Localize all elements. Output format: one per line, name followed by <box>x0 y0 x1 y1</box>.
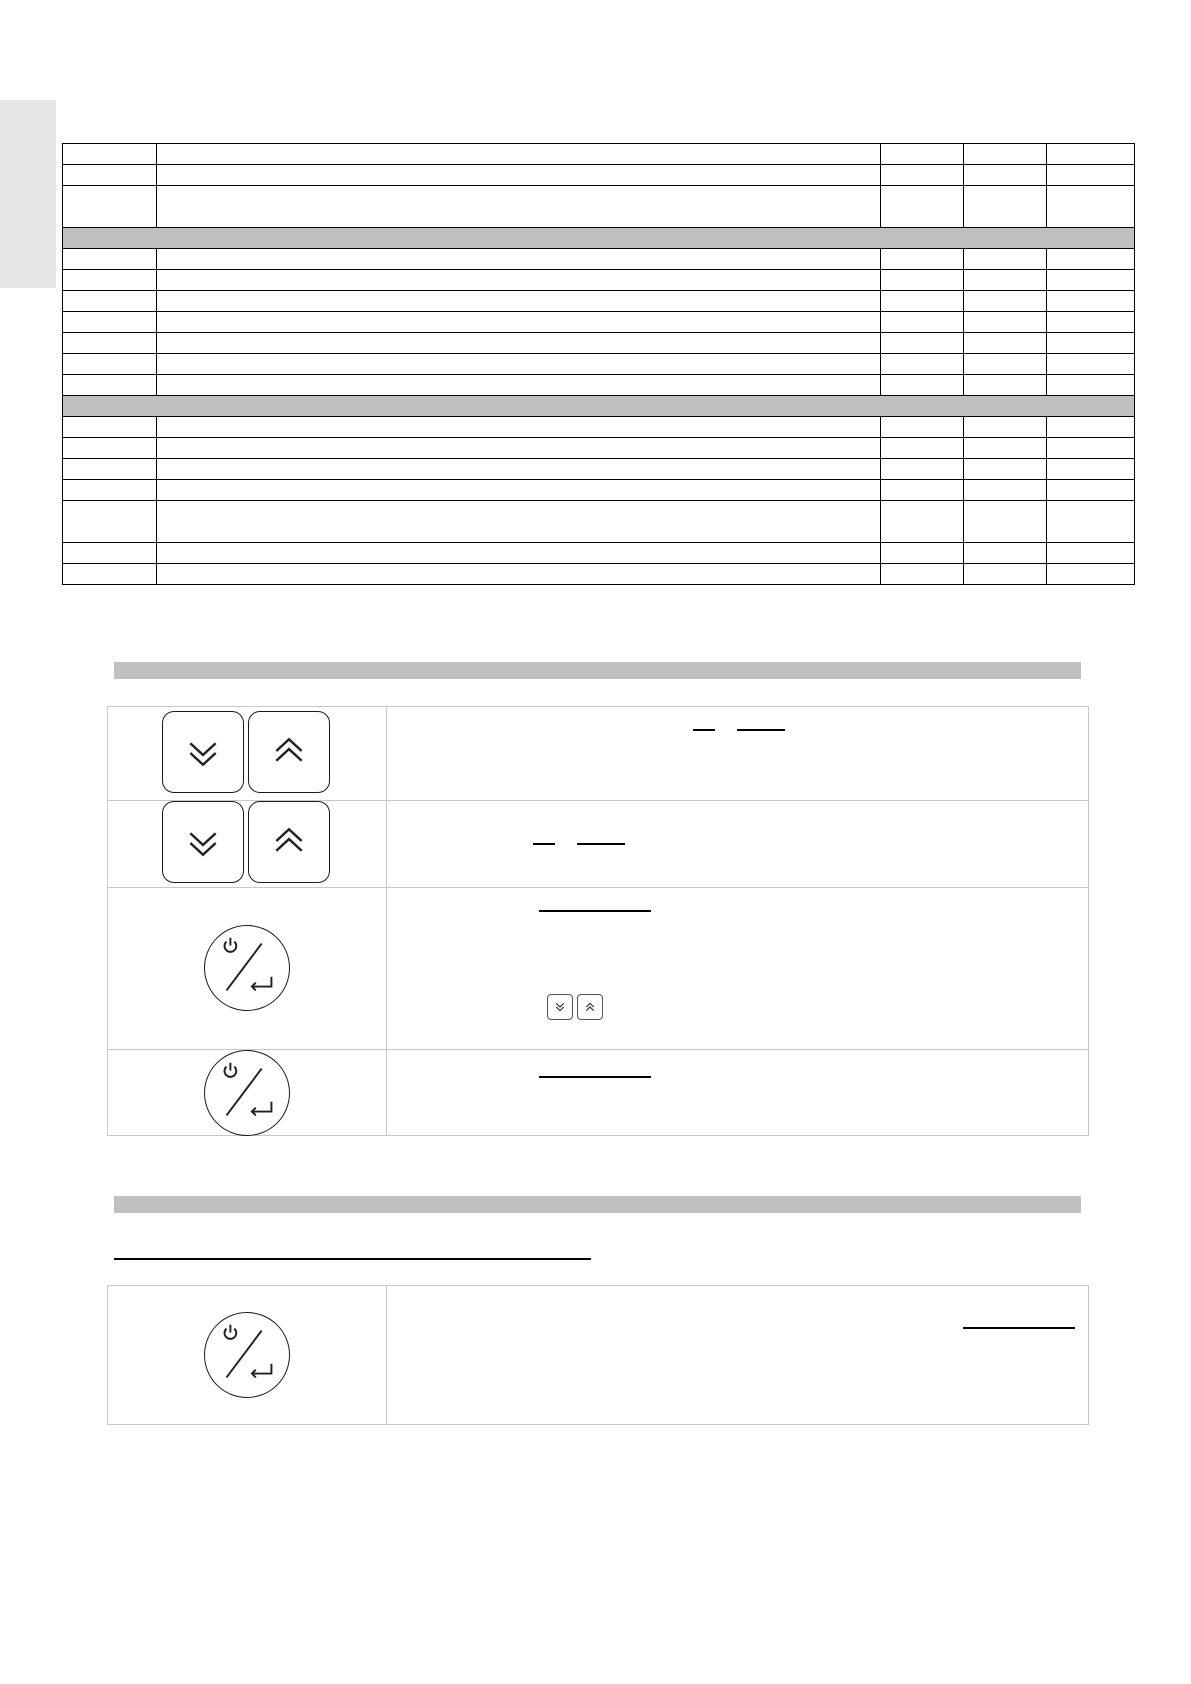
table-cell <box>1047 165 1135 186</box>
table-cell <box>63 144 157 165</box>
table-row <box>63 501 1135 543</box>
double-chevron-up-icon <box>249 802 329 882</box>
table-row <box>63 291 1135 312</box>
key-cell <box>108 707 387 800</box>
key-functions-panel <box>107 706 1089 1136</box>
section-cell <box>63 228 1135 249</box>
power-enter-icon <box>205 1051 289 1135</box>
table-cell <box>1047 291 1135 312</box>
table-cell <box>964 312 1047 333</box>
table-row <box>63 333 1135 354</box>
table-cell <box>1047 312 1135 333</box>
table-cell <box>1047 249 1135 270</box>
table-cell <box>63 291 157 312</box>
table-cell <box>964 480 1047 501</box>
table-cell <box>1047 438 1135 459</box>
table-cell <box>157 480 881 501</box>
table-cell <box>1047 501 1135 543</box>
section-cell <box>63 396 1135 417</box>
table-cell <box>63 249 157 270</box>
table-row <box>63 270 1135 291</box>
table-cell <box>1047 543 1135 564</box>
underline-mark <box>963 1327 1075 1329</box>
table-row <box>63 480 1135 501</box>
table-cell <box>157 333 881 354</box>
table-cell <box>881 417 964 438</box>
table-row <box>63 438 1135 459</box>
power-enter-icon <box>205 926 289 1010</box>
table-cell <box>63 501 157 543</box>
table-section-row <box>63 396 1135 417</box>
table-cell <box>157 375 881 396</box>
table-cell <box>63 417 157 438</box>
table-cell <box>1047 459 1135 480</box>
table-cell <box>63 564 157 585</box>
key-description <box>387 888 1088 1049</box>
table-cell <box>157 564 881 585</box>
table-section-row <box>63 228 1135 249</box>
power-enter-button <box>204 925 290 1011</box>
key-row <box>108 1286 1088 1424</box>
underline-mark <box>737 729 785 731</box>
key-description <box>387 801 1088 887</box>
key-row <box>108 800 1088 887</box>
table-cell <box>1047 417 1135 438</box>
table-cell <box>964 144 1047 165</box>
table-cell <box>881 165 964 186</box>
down-key <box>162 711 244 793</box>
table-cell <box>881 249 964 270</box>
mini-down-key <box>547 994 573 1020</box>
table-cell <box>964 417 1047 438</box>
underline-mark <box>539 1076 651 1078</box>
double-chevron-up-icon <box>249 712 329 792</box>
mini-chevron-down-icon <box>548 995 572 1019</box>
table-cell <box>964 459 1047 480</box>
table-cell <box>1047 186 1135 228</box>
table-cell <box>881 186 964 228</box>
mini-chevron-up-icon <box>578 995 602 1019</box>
table-row <box>63 417 1135 438</box>
table-row <box>63 354 1135 375</box>
table-cell <box>157 249 881 270</box>
table-cell <box>964 333 1047 354</box>
section-bar-keys <box>114 662 1081 679</box>
table-cell <box>63 543 157 564</box>
table-cell <box>1047 564 1135 585</box>
power-panel <box>107 1285 1089 1425</box>
up-key <box>248 801 330 883</box>
table-row <box>63 459 1135 480</box>
table-cell <box>1047 375 1135 396</box>
parameter-table-body <box>63 144 1135 585</box>
table-cell <box>964 438 1047 459</box>
table-cell <box>157 543 881 564</box>
key-row <box>108 1049 1088 1135</box>
table-cell <box>881 543 964 564</box>
table-cell <box>63 270 157 291</box>
table-cell <box>157 459 881 480</box>
section-bar-power <box>114 1196 1081 1213</box>
table-cell <box>964 249 1047 270</box>
table-row <box>63 564 1135 585</box>
table-cell <box>157 144 881 165</box>
table-cell <box>964 270 1047 291</box>
table-cell <box>63 354 157 375</box>
key-cell <box>108 1050 387 1135</box>
power-enter-button <box>204 1312 290 1398</box>
table-cell <box>881 312 964 333</box>
table-row <box>63 312 1135 333</box>
side-tab <box>0 100 56 288</box>
up-key <box>248 711 330 793</box>
subheading-underline <box>114 1258 591 1260</box>
underline-mark <box>693 729 715 731</box>
table-cell <box>157 312 881 333</box>
table-row <box>63 375 1135 396</box>
table-cell <box>157 165 881 186</box>
table-cell <box>63 186 157 228</box>
key-cell <box>108 1286 387 1424</box>
table-cell <box>881 354 964 375</box>
table-cell <box>881 480 964 501</box>
table-cell <box>63 459 157 480</box>
table-cell <box>63 165 157 186</box>
table-row <box>63 543 1135 564</box>
table-cell <box>964 291 1047 312</box>
table-cell <box>63 438 157 459</box>
table-cell <box>63 480 157 501</box>
table-cell <box>881 438 964 459</box>
underline-mark <box>533 843 555 845</box>
table-cell <box>1047 480 1135 501</box>
table-cell <box>964 186 1047 228</box>
key-row <box>108 707 1088 800</box>
table-row <box>63 186 1135 228</box>
power-enter-button <box>204 1050 290 1136</box>
key-description <box>387 1050 1088 1135</box>
double-chevron-down-icon <box>163 802 243 882</box>
table-cell <box>157 186 881 228</box>
key-cell <box>108 801 387 887</box>
table-cell <box>157 354 881 375</box>
mini-up-key <box>577 994 603 1020</box>
underline-mark <box>577 843 625 845</box>
table-cell <box>964 543 1047 564</box>
table-cell <box>1047 354 1135 375</box>
table-cell <box>157 417 881 438</box>
table-cell <box>881 291 964 312</box>
table-cell <box>881 375 964 396</box>
key-description <box>387 1286 1088 1424</box>
underline-mark <box>539 910 651 912</box>
table-cell <box>964 375 1047 396</box>
table-cell <box>964 501 1047 543</box>
table-row <box>63 165 1135 186</box>
down-key <box>162 801 244 883</box>
table-cell <box>881 270 964 291</box>
key-cell <box>108 888 387 1049</box>
power-enter-icon <box>205 1313 289 1397</box>
table-cell <box>157 291 881 312</box>
table-cell <box>63 333 157 354</box>
table-cell <box>63 375 157 396</box>
table-row <box>63 144 1135 165</box>
table-cell <box>63 312 157 333</box>
table-cell <box>964 354 1047 375</box>
table-cell <box>881 459 964 480</box>
table-cell <box>881 333 964 354</box>
table-cell <box>1047 270 1135 291</box>
table-cell <box>881 564 964 585</box>
table-cell <box>881 144 964 165</box>
table-cell <box>964 165 1047 186</box>
table-cell <box>881 501 964 543</box>
key-row <box>108 887 1088 1049</box>
table-row <box>63 249 1135 270</box>
table-cell <box>1047 144 1135 165</box>
parameter-table <box>62 143 1135 585</box>
double-chevron-down-icon <box>163 712 243 792</box>
key-description <box>387 707 1088 800</box>
table-cell <box>157 438 881 459</box>
table-cell <box>964 564 1047 585</box>
table-cell <box>157 270 881 291</box>
table-cell <box>1047 333 1135 354</box>
table-cell <box>157 501 881 543</box>
